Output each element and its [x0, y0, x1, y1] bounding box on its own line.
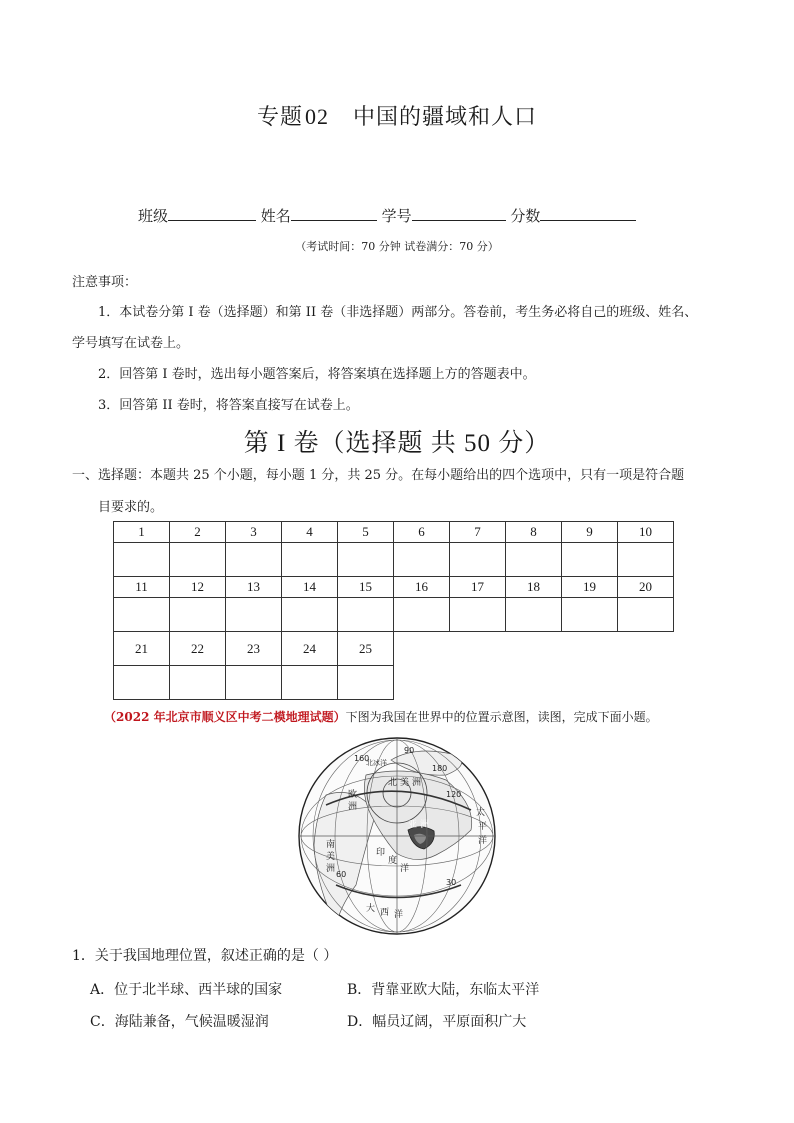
- question-source: [104, 708, 658, 725]
- cell-num: 22: [170, 632, 226, 666]
- option-c[interactable]: C．海陆兼备，气候温暖湿润: [90, 1014, 269, 1030]
- answer-cell[interactable]: [394, 543, 450, 577]
- answer-cell[interactable]: [226, 543, 282, 577]
- globe-label: 180: [432, 764, 448, 773]
- option-b[interactable]: B．背靠亚欧大陆，东临太平洋: [347, 982, 540, 998]
- answer-cell[interactable]: [114, 543, 170, 577]
- answer-cell[interactable]: [506, 543, 562, 577]
- answer-cell[interactable]: [226, 598, 282, 632]
- answer-cell[interactable]: [618, 598, 674, 632]
- page-title: [0, 100, 794, 131]
- source-description: 下图为我国在世界中的位置示意图，读图，完成下面小题。: [345, 710, 658, 724]
- title-text: 中国的疆域和人口: [353, 105, 538, 130]
- note-item-1-cont: 学号填写在试卷上。: [72, 336, 190, 351]
- question-1-stem: 1．关于我国地理位置，叙述正确的是（ ）: [72, 948, 338, 964]
- notes-heading: 注意事项：: [72, 275, 138, 290]
- answer-cell[interactable]: [282, 598, 338, 632]
- cell-num: 16: [394, 577, 450, 598]
- answer-cell[interactable]: [394, 598, 450, 632]
- answer-cell[interactable]: [170, 543, 226, 577]
- globe-label: 美: [400, 778, 410, 788]
- answer-table-number-row: [114, 577, 674, 598]
- answer-cell[interactable]: [282, 543, 338, 577]
- cell-num: 3: [226, 522, 282, 543]
- source-close-paren: ）: [333, 710, 346, 724]
- answer-table-answer-row: [114, 666, 674, 700]
- cell-num: 20: [618, 577, 674, 598]
- globe-label: 洋: [478, 836, 488, 846]
- cell-num: 15: [338, 577, 394, 598]
- cell-num: 5: [338, 522, 394, 543]
- answer-table: [113, 521, 674, 700]
- globe-label: 160: [354, 754, 370, 763]
- globe-label: 洲: [420, 820, 430, 830]
- cell-num: 21: [114, 632, 170, 666]
- cell-num: 11: [114, 577, 170, 598]
- answer-cell[interactable]: [506, 598, 562, 632]
- answer-cell[interactable]: [450, 598, 506, 632]
- globe-label: 平: [478, 822, 488, 832]
- cell-num: 12: [170, 577, 226, 598]
- answer-cell[interactable]: [226, 666, 282, 700]
- globe-label: 洲: [326, 864, 336, 874]
- answer-table-answer-row: [114, 598, 674, 632]
- name-label: 姓名: [260, 207, 291, 225]
- cell-num: 14: [282, 577, 338, 598]
- score-label: 分数: [510, 207, 541, 225]
- exam-time-note: （考试时间：70 分钟 试卷满分：70 分）: [295, 240, 499, 253]
- id-label: 学号: [381, 207, 412, 225]
- title-number: 02: [305, 104, 329, 129]
- globe-label: 欧: [348, 790, 358, 800]
- globe-label: 洲: [348, 802, 358, 812]
- cell-num: 7: [450, 522, 506, 543]
- cell-num: 17: [450, 577, 506, 598]
- answer-cell[interactable]: [562, 543, 618, 577]
- cell-num: 18: [506, 577, 562, 598]
- cell-num: 6: [394, 522, 450, 543]
- globe-label: 美: [326, 852, 336, 862]
- globe-label: 北: [388, 778, 398, 788]
- answer-cell[interactable]: [170, 666, 226, 700]
- answer-table-number-row: [114, 522, 674, 543]
- cell-num: 4: [282, 522, 338, 543]
- answer-table-number-row: [114, 632, 674, 666]
- cell-num: 9: [562, 522, 618, 543]
- globe-label: 洋: [400, 864, 410, 874]
- answer-cell[interactable]: [114, 666, 170, 700]
- globe-label: 30: [446, 878, 457, 887]
- cell-num: 23: [226, 632, 282, 666]
- option-a[interactable]: A．位于北半球、西半球的国家: [90, 982, 283, 998]
- source-open-paren: （: [104, 710, 117, 724]
- answer-cell[interactable]: [338, 543, 394, 577]
- cell-num: 10: [618, 522, 674, 543]
- part1-instructions-cont: 目要求的。: [98, 500, 164, 515]
- title-prefix: 专题: [256, 105, 303, 130]
- globe-label: 印: [376, 848, 386, 858]
- score-blank[interactable]: [540, 206, 636, 221]
- globe-label: 大: [366, 904, 376, 914]
- class-blank[interactable]: [168, 206, 256, 221]
- cell-num: 1: [114, 522, 170, 543]
- student-info-line: [138, 205, 636, 226]
- globe-label: 度: [388, 856, 398, 866]
- globe-label: 洲: [412, 778, 422, 788]
- globe-label: 60: [336, 870, 347, 879]
- note-item-2: 2．回答第 I 卷时，选出每小题答案后，将答案填在选择题上方的答题表中。: [98, 367, 536, 382]
- class-label: 班级: [138, 207, 169, 225]
- globe-label: 120: [446, 790, 462, 799]
- globe-label: 亚: [408, 820, 418, 830]
- globe-label: 90: [404, 746, 415, 755]
- answer-cell[interactable]: [618, 543, 674, 577]
- note-item-1: 1．本试卷分第 I 卷（选择题）和第 II 卷（非选择题）两部分。答卷前，考生务必将自己的班级、姓名、: [98, 305, 698, 320]
- cell-num: 2: [170, 522, 226, 543]
- globe-figure: [296, 735, 498, 937]
- answer-cell[interactable]: [114, 598, 170, 632]
- cell-num: 19: [562, 577, 618, 598]
- answer-cell[interactable]: [338, 666, 394, 700]
- answer-cell[interactable]: [170, 598, 226, 632]
- globe-label: 洋: [394, 910, 404, 920]
- answer-cell[interactable]: [282, 666, 338, 700]
- cell-num: 24: [282, 632, 338, 666]
- option-d[interactable]: D．幅员辽阔，平原面积广大: [347, 1014, 527, 1030]
- answer-table-answer-row: [114, 543, 674, 577]
- globe-label: 太: [476, 808, 486, 818]
- answer-cell[interactable]: [338, 598, 394, 632]
- globe-label: 北冰洋: [366, 759, 387, 767]
- cell-num: 25: [338, 632, 394, 666]
- cell-num: 13: [226, 577, 282, 598]
- note-item-3: 3．回答第 II 卷时，将答案直接写在试卷上。: [98, 398, 359, 413]
- answer-cell[interactable]: [562, 598, 618, 632]
- source-exam-name: 2022 年北京市顺义区中考二模地理试题: [116, 710, 334, 724]
- section-title: 第 I 卷（选择题 共 50 分）: [243, 430, 551, 457]
- globe-label: 西: [380, 908, 390, 918]
- id-blank[interactable]: [412, 206, 506, 221]
- cell-num: 8: [506, 522, 562, 543]
- name-blank[interactable]: [291, 206, 377, 221]
- answer-cell[interactable]: [450, 543, 506, 577]
- globe-label: 南: [326, 840, 336, 850]
- part1-instructions: 一、选择题：本题共 25 个小题，每小题 1 分，共 25 分。在每小题给出的四个选项中，只有一项是符合题: [72, 468, 685, 483]
